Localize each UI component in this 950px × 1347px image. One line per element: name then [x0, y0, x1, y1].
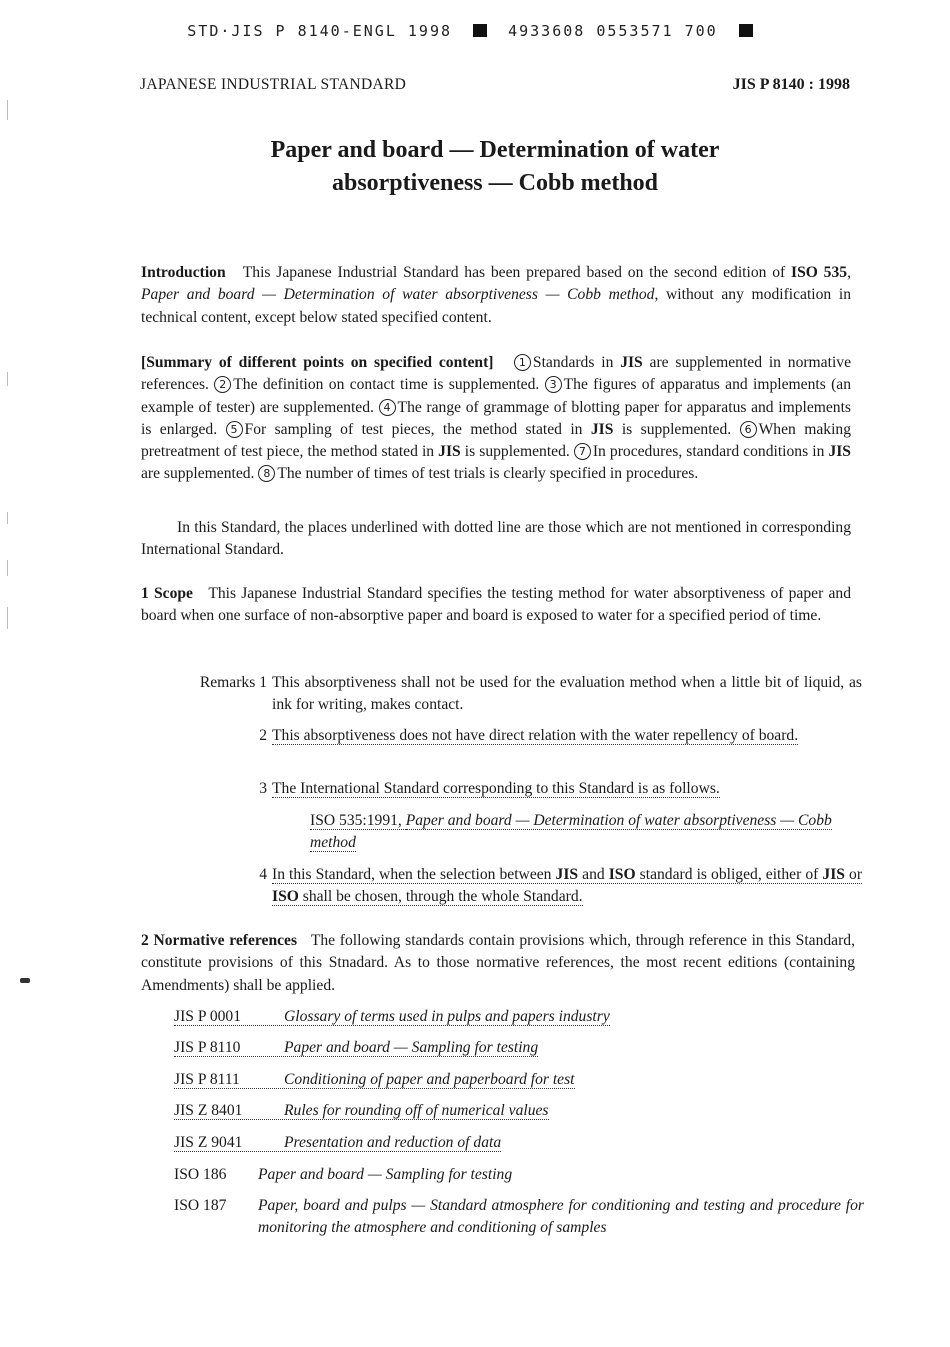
scan-mark [7, 512, 8, 524]
reference-row [174, 1069, 864, 1091]
reference-entry [174, 1039, 538, 1057]
title-line-1: Paper and board — Determination of water [270, 137, 720, 163]
intro-text-3: , without any modification in technical content, except below stated specified content. [141, 286, 851, 326]
summary-heading: [Summary of different points on specified content] [141, 354, 494, 371]
intro-iso-title: Paper and board — Determination of water absorptiveness — Cobb method [141, 286, 655, 304]
reference-row [174, 1100, 864, 1122]
circled-number: 6 [740, 421, 757, 438]
reference-title: Paper and board — Sampling for testing [284, 1039, 539, 1056]
introduction-paragraph [141, 262, 851, 329]
summary-item [226, 421, 732, 438]
reference-row [174, 1037, 864, 1059]
reference-code: JIS P 8111 [174, 1071, 240, 1088]
reference-code: JIS Z 8401 [174, 1102, 243, 1119]
summary-item-bold: JIS [620, 354, 643, 371]
remark-4-part: standard is obliged, either of [635, 866, 823, 883]
reference-code: JIS P 8110 [174, 1039, 241, 1056]
circled-number: 2 [214, 376, 231, 393]
block-mark [473, 24, 487, 37]
header-standard-number: JIS P 8140 : 1998 [732, 76, 850, 93]
remark-2-wrap [272, 725, 862, 747]
summary-item-text: For sampling of test pieces, the method stated in [244, 420, 591, 438]
scan-mark [20, 978, 30, 983]
reference-title: Glossary of terms used in pulps and papers industry [284, 1008, 610, 1025]
reference-code: ISO 187 [174, 1197, 227, 1214]
circled-number: 1 [514, 354, 531, 371]
intro-text-2: , [847, 264, 851, 281]
normative-references-section [141, 930, 855, 997]
intro-text-1: This Japanese Industrial Standard has been prepared based on the second edition of [242, 264, 792, 281]
iso-reference-row [174, 1195, 864, 1239]
remark-3-iso-reference [310, 810, 862, 854]
remark-4 [172, 864, 862, 908]
remark-2 [172, 725, 862, 747]
scan-mark [7, 100, 8, 120]
remark-4-iso: ISO [272, 888, 299, 905]
introduction-heading: Introduction [141, 264, 226, 281]
remark-label: Remarks 1 [199, 674, 267, 691]
reference-row [174, 1006, 864, 1028]
reference-title: Rules for rounding off of numerical values [284, 1102, 549, 1119]
remark-3-text: The International Standard corresponding to this Standard is as follows. [272, 780, 720, 797]
remark-4-part: and [578, 866, 609, 883]
normative-heading: 2 Normative references [141, 932, 298, 949]
scan-mark [7, 372, 8, 386]
summary-item-bold: JIS [590, 420, 614, 438]
summary-item [258, 465, 698, 482]
remark-4-text [272, 866, 862, 906]
scope-section [141, 583, 851, 628]
summary-item-text: When making pretreatment of test piece, the method stated in [141, 420, 851, 461]
scope-heading: 1 Scope [141, 585, 193, 602]
summary-item [214, 376, 539, 393]
circled-number: 7 [574, 443, 591, 460]
reference-entry [174, 1071, 575, 1089]
code-part-1: STD·JIS P 8140-ENGL 1998 [187, 22, 453, 40]
code-part-2: 4933608 0553571 700 [508, 22, 718, 40]
reference-row [174, 1132, 864, 1154]
scan-mark [7, 560, 8, 576]
remark-4-jis: JIS [822, 866, 845, 883]
circled-number: 3 [545, 376, 562, 393]
summary-item-text: The definition on contact time is supplemented. [233, 376, 540, 394]
iso-reference-title: Paper and board — Determination of water absorptiveness — Cobb method [310, 812, 832, 851]
reference-entry [174, 1102, 549, 1120]
normative-text: The following standards contain provisions which, through reference in this Standard, constitute provisions of this Stnadard. As to those normative references, the most recent editions (containing Amendments) shall be applied. [141, 932, 855, 994]
summary-item-bold: JIS [828, 443, 851, 461]
summary-item-text: is supplemented. [613, 420, 732, 438]
dotted-line-note: In this Standard, the places underlined with dotted line are those which are not mentioned in corresponding International Standard. [141, 519, 851, 559]
summary-item-text: The range of grammage of blotting paper for apparatus and implements is enlarged. [141, 398, 851, 438]
remark-number: 4 [259, 866, 267, 883]
summary-item-text: is supplemented. [460, 443, 570, 461]
document-code-line [0, 22, 950, 40]
reference-code: JIS P 0001 [174, 1008, 242, 1025]
summary-item-text: The number of times of test trials is clearly specified in procedures. [277, 465, 699, 483]
reference-entry [174, 1008, 610, 1026]
remark-4-part: In this Standard, when the selection between [272, 866, 556, 883]
remark-number: 3 [259, 780, 267, 797]
circled-number: 4 [379, 399, 396, 416]
iso-reference-row [174, 1164, 864, 1186]
reference-title: Conditioning of paper and paperboard for test [284, 1071, 575, 1088]
remark-4-wrap [272, 864, 862, 908]
reference-code: ISO 186 [174, 1166, 227, 1183]
remark-4-iso: ISO [608, 866, 636, 883]
page-title [0, 134, 950, 200]
reference-entry [174, 1134, 501, 1152]
header-left: JAPANESE INDUSTRIAL STANDARD [140, 76, 407, 93]
remark-3 [172, 778, 862, 800]
remark-number: 2 [259, 727, 267, 744]
block-mark [739, 24, 753, 37]
reference-title: Paper and board — Sampling for testing [258, 1166, 513, 1183]
summary-item-text: In procedures, standard conditions in [592, 443, 829, 461]
scope-text: This Japanese Industrial Standard specifies the testing method for water absorptiveness of paper and board when one surface of non-absorptive paper and board is exposed to water for a specified period of time. [141, 585, 851, 625]
scan-mark [7, 607, 8, 629]
reference-code: JIS Z 9041 [174, 1134, 243, 1151]
reference-title: Paper, board and pulps — Standard atmosphere for conditioning and testing and procedure for monitoring the atmosphere and conditioning of samples [258, 1197, 864, 1236]
remark-1 [172, 672, 862, 716]
remark-3-wrap [272, 778, 862, 800]
summary-item-bold: JIS [438, 443, 461, 461]
iso-reference-wrap [310, 810, 862, 854]
title-line-2: absorptiveness — Cobb method [331, 170, 659, 196]
iso-reference-code: ISO 535:1991, [310, 812, 406, 829]
summary-item-text: The figures of apparatus and implements (an example of tester) are supplemented. [141, 376, 851, 416]
summary-item-text: are supplemented in normative references. [141, 354, 851, 394]
remark-1-text: This absorptiveness shall not be used for the evaluation method when a little bit of liquid, as ink for writing, makes contact. [272, 674, 862, 713]
remark-4-part: shall be chosen, through the whole Standard. [298, 888, 583, 905]
remark-2-text: This absorptiveness does not have direct relation with the water repellency of board. [272, 727, 799, 744]
remark-4-jis: JIS [555, 866, 579, 883]
circled-number: 8 [258, 465, 275, 482]
summary-paragraph [141, 352, 851, 486]
intro-iso: ISO 535 [791, 264, 848, 281]
summary-item-text: are supplemented. [141, 465, 255, 483]
remark-4-part: or [844, 866, 863, 883]
summary-item-text: Standards in [532, 354, 621, 371]
reference-title: Presentation and reduction of data [284, 1134, 502, 1151]
circled-number: 5 [226, 421, 243, 438]
